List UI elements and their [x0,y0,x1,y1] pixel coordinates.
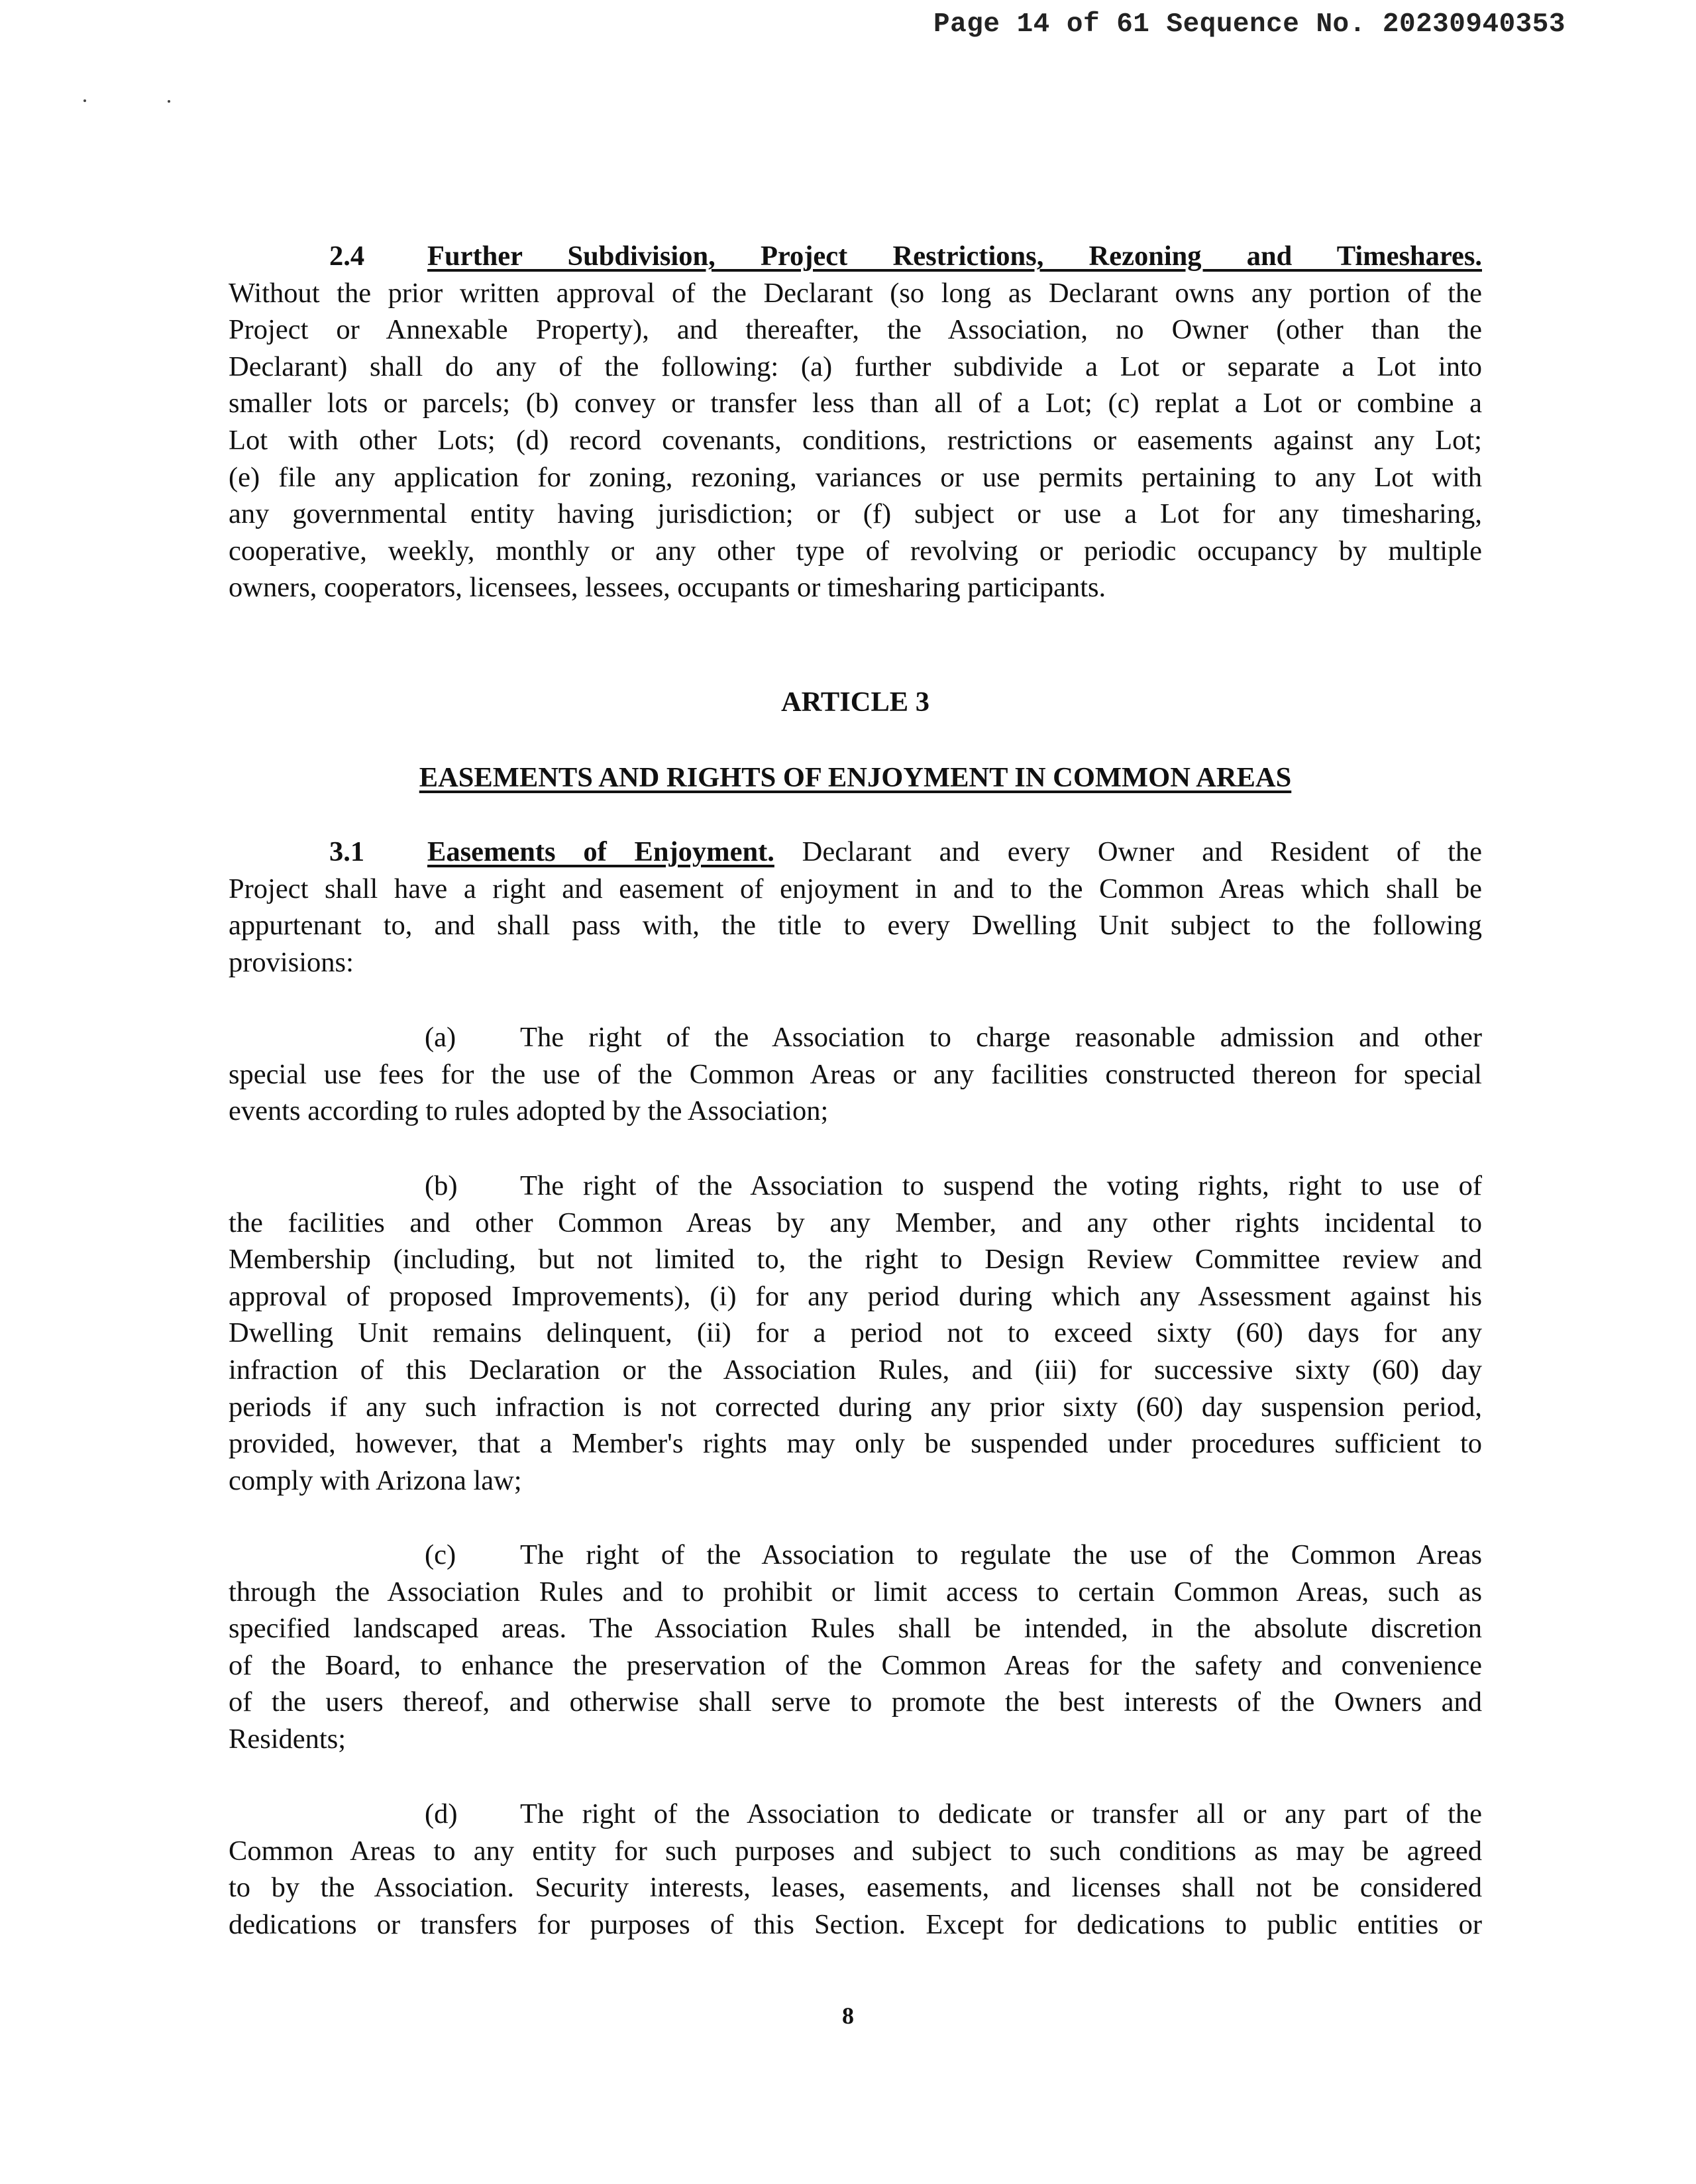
paragraph-line: special use fees for the use of the Common Areas or any facilities constructed thereon for special [229,1058,1482,1090]
section-title: Further Subdivision, Project Restrictions, Rezoning and Timeshares. [427,241,1482,272]
paragraph-line: infraction of this Declaration or the Association Rules, and (iii) for successive sixty (60) day [229,1354,1482,1386]
paragraph-line: any governmental entity having jurisdiction; or (f) subject or use a Lot for any timesharing, [229,498,1482,530]
section-number: 3.1 [329,836,365,867]
paragraph-line: (e) file any application for zoning, rezoning, variances or use permits pertaining to any Lot with [229,461,1482,493]
paragraph-line: Project or Annexable Property), and thereafter, the Association, no Owner (other than the [229,314,1482,346]
paragraph-line: to by the Association. Security interests, leases, easements, and licenses shall not be considered [229,1872,1482,1904]
first-line-body: The right of the Association to dedicate or transfer all or any part of the [520,1798,1482,1829]
first-line-text [520,1019,1482,1056]
paragraph-line: through the Association Rules and to prohibit or limit access to certain Common Areas, such as [229,1576,1482,1608]
paragraph-line: smaller lots or parcels; (b) convey or transfer less than all of a Lot; (c) replat a Lot or combine a [229,388,1482,419]
paragraph-first-line [229,1796,1482,1833]
paragraph-line: comply with Arizona law; [229,1464,522,1496]
provision-a [229,1019,1482,1130]
paragraph-line: approval of proposed Improvements), (i) for any period during which any Assessment against his [229,1280,1482,1312]
section-number: (b) [425,1170,458,1201]
paragraph-line: periods if any such infraction is not corrected during any prior sixty (60) day suspension period, [229,1391,1482,1423]
paragraph-first-line [229,1168,1482,1205]
paragraph-line: provided, however, that a Member's rights may only be suspended under procedures sufficient to [229,1428,1482,1460]
first-line-text [520,1796,1482,1833]
first-line-text [427,834,1482,871]
provision-d [229,1796,1482,1943]
article-title-text: EASEMENTS AND RIGHTS OF ENJOYMENT IN COMMON AREAS [419,762,1292,793]
section-3-1 [229,834,1482,981]
first-line-text [427,238,1482,275]
paragraph-first-line [229,238,1482,275]
paragraph-first-line [229,1537,1482,1574]
article-title [229,759,1482,796]
paragraph-line: of the Board, to enhance the preservation of the Common Areas for the safety and convenience [229,1649,1482,1681]
first-line-body: The right of the Association to regulate the use of the Common Areas [520,1539,1482,1570]
section-2-4 [229,238,1482,606]
paragraph-line: provisions: [229,946,354,978]
paragraph-line: events according to rules adopted by the Association; [229,1095,829,1127]
paragraph-line: Residents; [229,1723,346,1755]
paragraph-line: specified landscaped areas. The Association Rules shall be intended, in the absolute discretion [229,1613,1482,1645]
first-line-text [520,1537,1482,1574]
first-line-text [520,1168,1482,1205]
section-number: (a) [425,1022,456,1053]
scan-speck [83,99,86,102]
page-number: 8 [842,2002,854,2029]
section-number: (c) [425,1539,456,1570]
page-sequence-header: Page 14 of 61 Sequence No. 20230940353 [933,9,1565,40]
paragraph-line: of the users thereof, and otherwise shall serve to promote the best interests of the Owners and [229,1686,1482,1718]
paragraph-first-line [229,1019,1482,1056]
paragraph-line: owners, cooperators, licensees, lessees, occupants or timesharing participants. [229,572,1106,604]
paragraph-line: Membership (including, but not limited to, the right to Design Review Committee review and [229,1244,1482,1276]
first-line-body: The right of the Association to charge reasonable admission and other [520,1022,1482,1053]
paragraph-line: the facilities and other Common Areas by any Member, and any other rights incidental to [229,1207,1482,1238]
paragraph-line: Lot with other Lots; (d) record covenants, conditions, restrictions or easements against any Lot; [229,424,1482,456]
paragraph-first-line [229,834,1482,871]
paragraph-line: Project shall have a right and easement of enjoyment in and to the Common Areas which shall be [229,873,1482,904]
section-number: (d) [425,1798,458,1829]
provision-c [229,1537,1482,1758]
paragraph-line: dedications or transfers for purposes of this Section. Except for dedications to public entities or [229,1908,1482,1940]
first-line-body: The right of the Association to suspend the voting rights, right to use of [520,1170,1482,1201]
paragraph-line: Common Areas to any entity for such purposes and subject to such conditions as may be agreed [229,1835,1482,1867]
scan-speck [168,100,170,103]
paragraph-line: cooperative, weekly, monthly or any other type of revolving or periodic occupancy by multiple [229,535,1482,567]
section-title: Easements of Enjoyment. [427,836,774,867]
paragraph-line: Without the prior written approval of the Declarant (so long as Declarant owns any portion of the [229,277,1482,309]
paragraph-line: Dwelling Unit remains delinquent, (ii) for a period not to exceed sixty (60) days for any [229,1317,1482,1349]
section-number: 2.4 [329,241,365,272]
first-line-body: Declarant and every Owner and Resident of the [802,836,1482,867]
provision-b [229,1168,1482,1499]
paragraph-line: Declarant) shall do any of the following: (a) further subdivide a Lot or separate a Lot into [229,351,1482,382]
article-heading: ARTICLE 3 [780,686,930,718]
paragraph-line: appurtenant to, and shall pass with, the title to every Dwelling Unit subject to the following [229,910,1482,942]
